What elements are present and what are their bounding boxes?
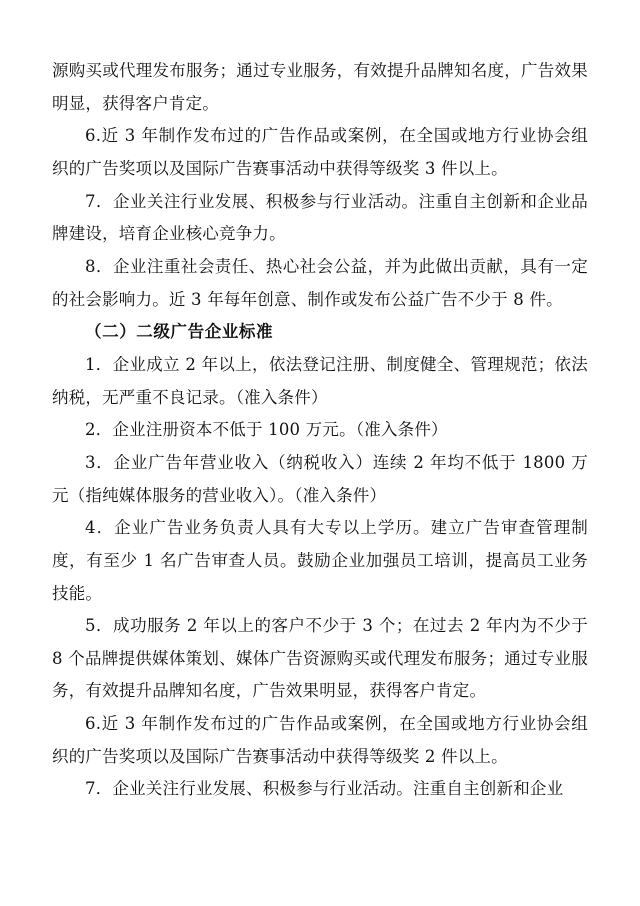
list-item-5-tier2: 5．成功服务 2 年以上的客户不少于 3 个；在过去 2 年内为不少于 8 个品牌提供媒体策划、媒体广告资源购买或代理发布服务；通过专业服务，有效提升品牌知名度，广告效果明显，获得客户肯定。	[52, 616, 588, 701]
document-body	[52, 55, 588, 806]
list-item-1-tier2: 1．企业成立 2 年以上，依法登记注册、制度健全、管理规范；依法纳税，无严重不良记录。（准入条件）	[52, 354, 588, 407]
section-heading-tier2: （二）二级广告企业标准	[85, 322, 274, 342]
list-item-2-tier2: 2．企业注册资本不低于 100 万元。（准入条件）	[85, 420, 448, 440]
list-item-4-tier2: 4．企业广告业务负责人具有大专以上学历。建立广告审查管理制度，有至少 1 名广告审查人员。鼓励企业加强员工培训，提高员工业务技能。	[52, 518, 588, 603]
list-item-7-tier2: 7．企业关注行业发展、积极参与行业活动。注重自主创新和企业	[85, 779, 564, 799]
list-item-3-tier2: 3．企业广告年营业收入（纳税收入）连续 2 年均不低于 1800 万元（指纯媒体服务的营业收入）。（准入条件）	[52, 452, 588, 505]
list-item-8-tier1: 8．企业注重社会责任、热心社会公益，并为此做出贡献，具有一定的社会影响力。近 3 年每年创意、制作或发布公益广告不少于 8 件。	[52, 256, 588, 309]
list-item-6-tier1: 6.近 3 年制作发布过的广告作品或案例，在全国或地方行业协会组织的广告奖项以及国际广告赛事活动中获得等级奖 3 件以上。	[52, 126, 588, 178]
list-item-7-tier1: 7．企业关注行业发展、积极参与行业活动。注重自主创新和企业品牌建设，培育企业核心竞争力。	[52, 191, 588, 244]
list-item-6-tier2: 6.近 3 年制作发布过的广告作品或案例，在全国或地方行业协会组织的广告奖项以及国际广告赛事活动中获得等级奖 2 件以上。	[52, 714, 588, 766]
paragraph-continued: 源购买或代理发布服务；通过专业服务，有效提升品牌知名度，广告效果明显，获得客户肯定。	[52, 61, 588, 113]
